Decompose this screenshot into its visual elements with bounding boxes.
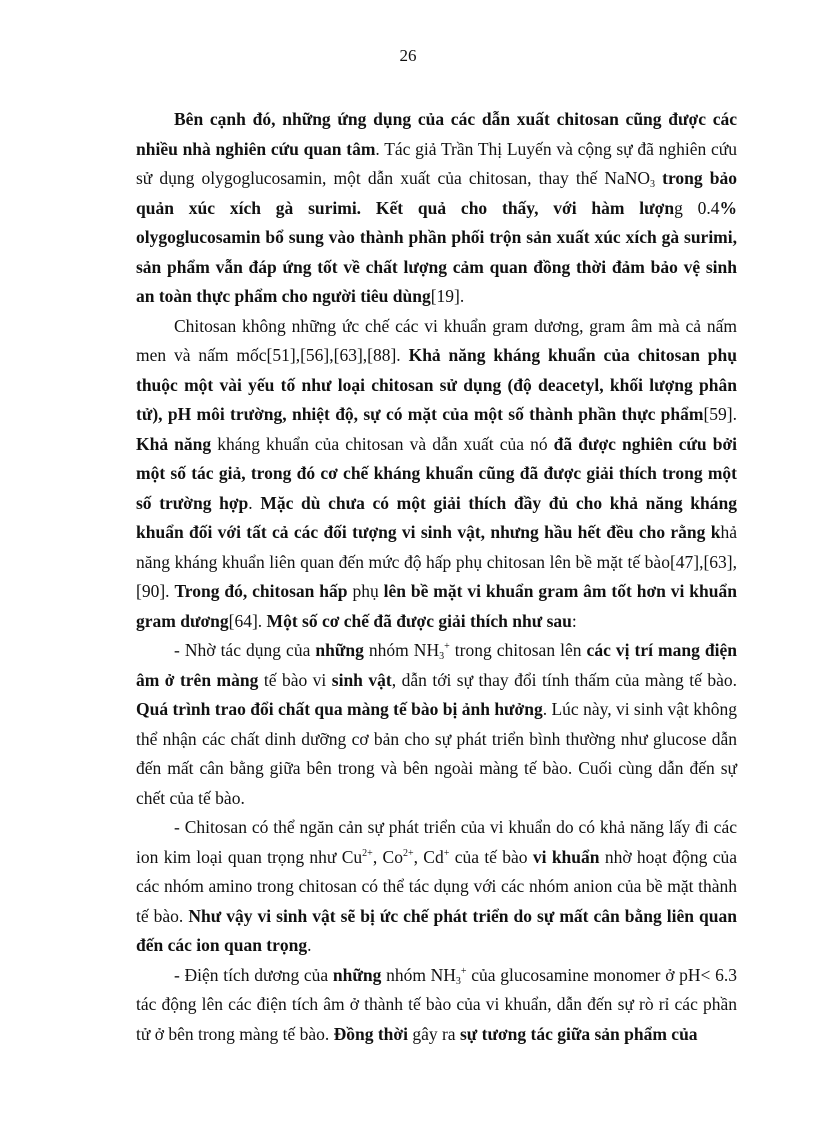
- text-run: gây ra: [407, 1023, 460, 1044]
- text-run: lên bề mặt vi khuẩn gram âm tốt hơn vi khuẩn gram dương: [136, 581, 737, 631]
- text-run: những: [315, 640, 364, 660]
- text-run: Đồng thời: [333, 1023, 408, 1044]
- text-run: hả năng kháng khuẩn liên quan đến mức độ hấp phụ chitosan lên bề mặt tế bào[47],[63],[90].: [136, 522, 737, 601]
- text-run: Một số cơ chế đã được giải thích như sau: [266, 610, 572, 631]
- text-run: đã được nghiên cứu: [553, 433, 707, 454]
- superscript: +: [444, 641, 450, 652]
- text-run: nhóm NH: [381, 964, 456, 985]
- text-run: Khả năng: [136, 433, 212, 454]
- text-run: [59].: [703, 404, 737, 424]
- text-run: - Điện tích dương của: [174, 964, 333, 985]
- paragraph-4: [136, 813, 737, 961]
- text-run: . Lúc này, vi sinh vật không thể nhận các chất dinh dưỡng cơ bản cho sự phát triển bình thường như glucose dẫn đến mất cân bằng giữa bên trong và bên ngoài màng tế bào. Cuối cùng dẫn đến sự chết của tế bào.: [136, 699, 737, 808]
- text-run: - Chitosan có thể ngăn cản sự phát triển của vi khuẩn do có khả năng lấy đi các ion kim loại quan trọng như Cu: [136, 817, 737, 867]
- text-run: g 0.4: [674, 197, 720, 218]
- text-run: nhóm NH: [363, 640, 440, 660]
- text-run: phụ: [347, 581, 384, 601]
- subscript: 3: [439, 651, 445, 662]
- text-run: , Co: [372, 846, 403, 867]
- text-run: :: [571, 610, 577, 631]
- page-number: 26: [399, 46, 417, 65]
- superscript: 2+: [402, 847, 414, 859]
- text-run: các vị trí mang điện âm ở trên màng: [136, 640, 737, 690]
- text-run: .: [248, 492, 261, 513]
- text-run: sinh vật: [331, 669, 392, 690]
- body-text: [136, 105, 737, 1049]
- text-run: tế bào vi: [258, 669, 332, 690]
- text-run: - Nhờ tác dụng của: [174, 640, 316, 660]
- text-run: nhờ hoạt động của các nhóm amino trong chitosan có thể tác dụng với các nhóm anion của bề mặt thành tế bào.: [136, 846, 737, 926]
- paragraph-2: [136, 312, 737, 637]
- text-run: kháng khuẩn của chitosan và dẫn xuất của nó: [211, 433, 554, 454]
- superscript: +: [460, 965, 467, 977]
- text-run: của glucosamine monomer ở pH< 6.3 tác động lên các điện tích âm ở thành tế bào của vi khuẩn, dẫn đến sự rò rỉ các phần tử ở bên trong màng tế bào.: [136, 964, 737, 1044]
- text-run: vi khuẩn: [532, 846, 600, 867]
- text-run: , Cd: [413, 846, 444, 867]
- text-run: bởi một số tác giả, trong đó cơ chế kháng khuẩn cũng đã được giải thích trong một số trường hợp: [136, 433, 738, 513]
- paragraph-3: [136, 636, 737, 813]
- text-run: .: [307, 935, 312, 955]
- paragraph-5: [136, 961, 737, 1050]
- text-run: Bên cạnh đó, những ứng dụng của các dẫn xuất chitosan cũng được các nhiều nhà nghiên cứu quan tâm: [136, 109, 737, 159]
- subscript: 3: [455, 975, 461, 987]
- text-run: Chitosan không những ức chế các vi khuẩn gram dương, gram âm mà cả nấm men và nấm mốc[51],[56],[63],[88].: [136, 315, 737, 365]
- text-run: . Tác giả Trần Thị Luyến và cộng sự đã nghiên cứu sử dụng olygoglucosamin, một dẫn xuất của chitosan, thay thế NaNO: [136, 138, 737, 188]
- text-run: [64].: [228, 610, 267, 631]
- text-run: những: [332, 964, 382, 985]
- text-run: Như vậy vi sinh vật sẽ bị ức chế phát triển do sự mất cân bằng liên quan đến các ion quan trọng: [136, 905, 737, 955]
- paragraph-1: [136, 105, 737, 312]
- text-run: sự tương tác giữa sản phẩm của: [459, 1023, 698, 1044]
- text-run: Quá trình trao đổi chất qua màng tế bào bị ảnh hưởng: [136, 699, 543, 719]
- text-run: % olygoglucosamin bổ sung vào thành phần phối trộn sản xuất xúc xích gà surimi, sản phẩm vẫn đáp ứng tốt về chất lượng cảm quan đồng thời đảm bảo vệ sinh an toàn thực phẩm cho người tiêu dùng: [136, 197, 738, 306]
- text-run: trong bảo quản xúc xích gà surimi. Kết quả cho thấy, với hàm lượn: [136, 168, 737, 218]
- superscript: 2+: [362, 847, 373, 859]
- text-run: Trong đó, chitosan hấp: [174, 581, 348, 601]
- subscript: 3: [650, 179, 656, 190]
- superscript: +: [443, 847, 450, 859]
- text-run: của tế bào: [449, 846, 533, 867]
- text-run: [19].: [430, 286, 465, 306]
- text-run: Khả năng kháng khuẩn của chitosan phụ thuộc một vài yếu tố như loại chitosan sử dụng (độ deacetyl, khối lượng phân tử), pH môi trường, nhiệt độ, sự có mặt của một số thành phần thực phẩm: [136, 345, 738, 424]
- text-run: , dẫn tới sự thay đổi tính thấm của màng tế bào.: [391, 669, 738, 690]
- text-run: Mặc dù chưa có một giải thích đầy đủ cho khả năng kháng khuẩn đối với tất cả các đối tượng vi sinh vật, nhưng hầu hết đều cho rằng k: [136, 492, 737, 542]
- text-run: trong chitosan lên: [449, 640, 587, 660]
